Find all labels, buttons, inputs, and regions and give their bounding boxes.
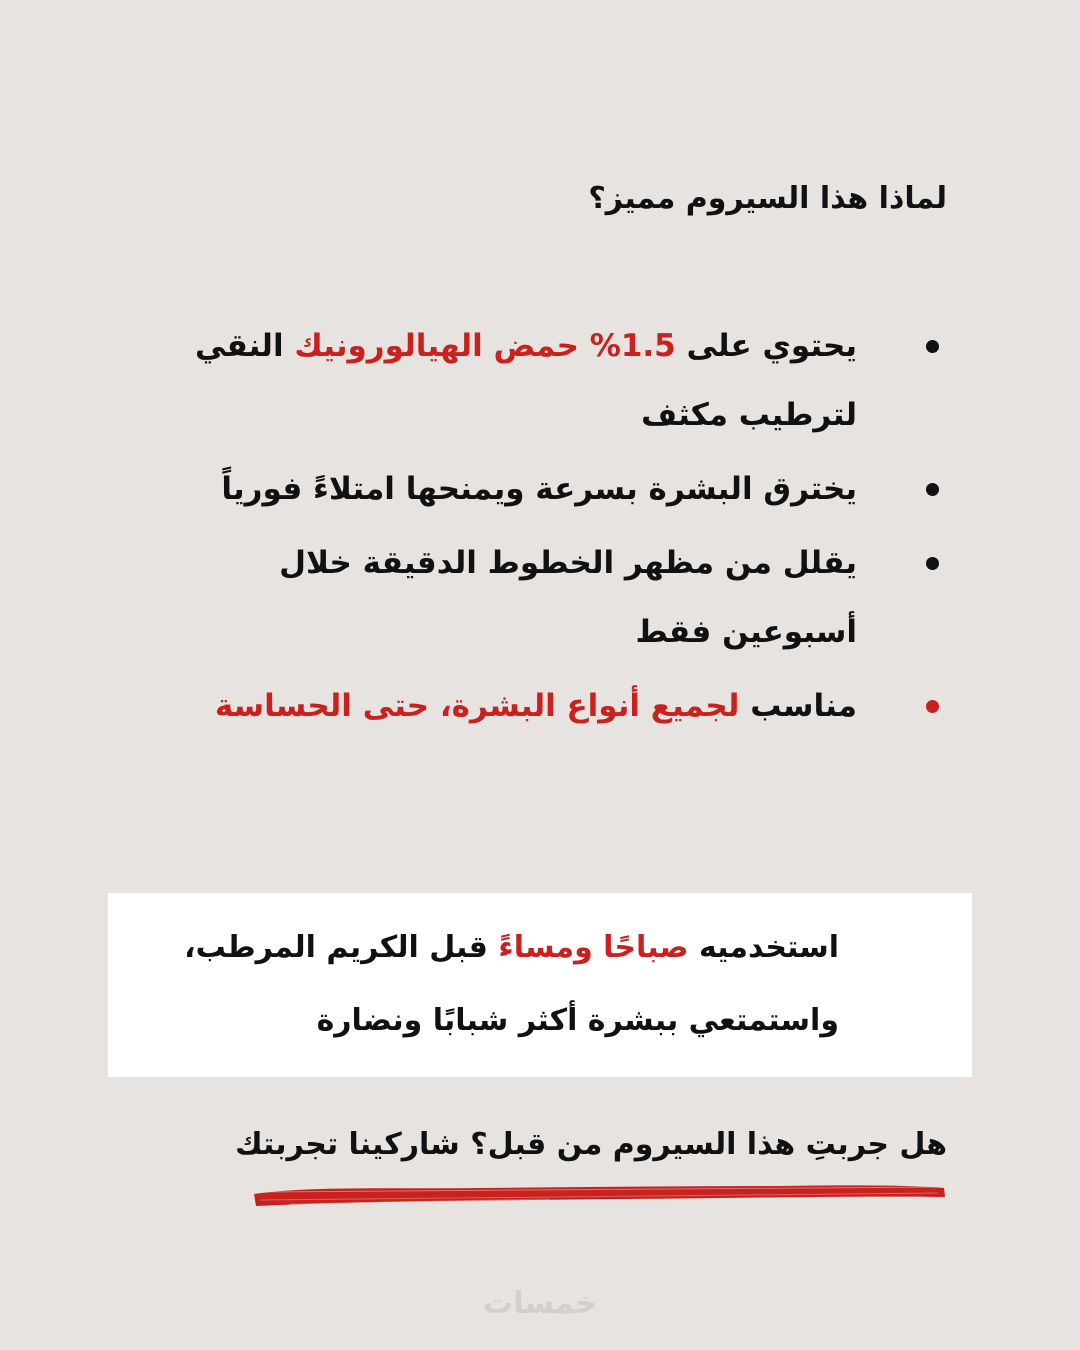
feature-text: يخترق البشرة بسرعة ويمنحها امتلاءً فورياً [221, 471, 857, 507]
feature-item-skin-types [147, 672, 947, 741]
bullet-dot [926, 700, 939, 713]
watermark-logo: خمسات [483, 1286, 597, 1321]
feature-list [147, 312, 947, 746]
feature-item-absorption [147, 455, 947, 524]
usage-tip-box [108, 893, 972, 1077]
tip-text: استخدميه [688, 930, 839, 965]
bullet-dot [926, 340, 939, 353]
feature-text: مناسب [739, 688, 857, 724]
tip-text-continued: قبل الكريم المرطب، واستمتعي ببشرة أكثر شبابًا ونضارة [184, 930, 839, 1038]
bullet-dot [926, 557, 939, 570]
bullet-dot [926, 483, 939, 496]
feature-highlight: لجميع أنواع البشرة، حتى الحساسة [214, 688, 740, 724]
feature-item-fine-lines [147, 529, 947, 667]
feature-text-continued: النقي لترطيب مكثف [194, 328, 857, 433]
brush-underline [250, 1180, 948, 1210]
feature-text: يقلل من مظهر الخطوط الدقيقة خلال أسبوعين فقط [279, 545, 857, 650]
feature-text: يحتوي على [675, 328, 857, 364]
feature-item-hyaluronic [147, 312, 947, 450]
engagement-question: هل جربتِ هذا السيروم من قبل؟ شاركينا تجربتك [235, 1127, 947, 1162]
page-title: لماذا هذا السيروم مميز؟ [588, 181, 947, 216]
feature-highlight: 1.5% حمض الهيالورونيك [294, 328, 676, 364]
tip-highlight: صباحًا ومساءً [498, 930, 689, 965]
